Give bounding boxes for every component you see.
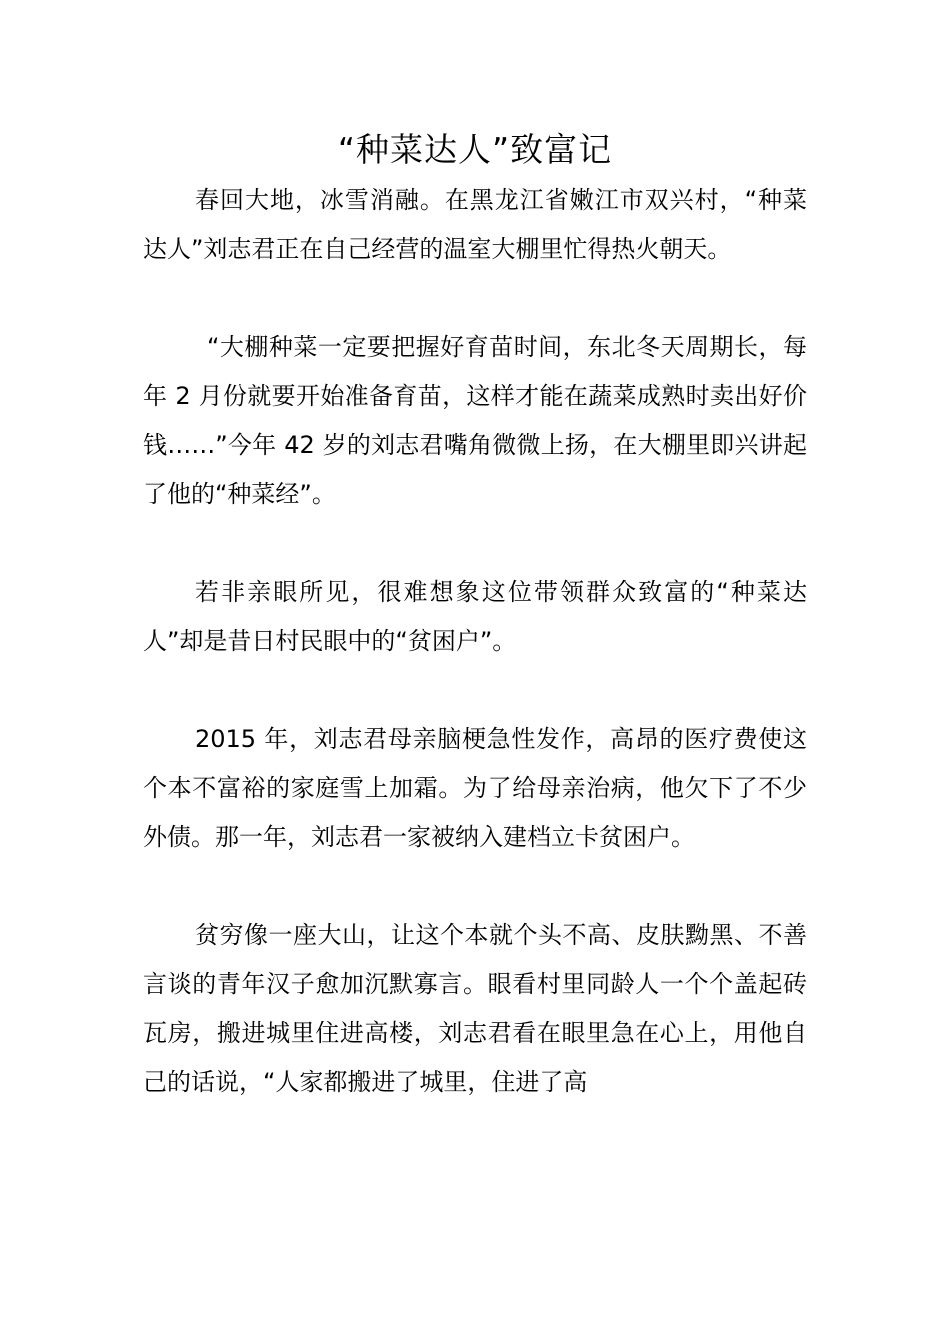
paragraph-spacer	[143, 862, 807, 911]
document-title: “种菜达人”致富记	[337, 130, 613, 169]
paragraph-2: “大棚种菜一定要把握好育苗时间，东北冬天周期长，每年 2 月份就要开始准备育苗，这样才能在蔬菜成熟时卖出好价钱……”今年 42 岁的刘志君嘴角微微上扬，在大棚里即兴讲起了他的“种菜经”。	[143, 333, 807, 508]
paragraph-4: 2015 年，刘志君母亲脑梗急性发作，高昂的医疗费使这个本不富裕的家庭雪上加霜。为了给母亲治病，他欠下了不少外债。那一年，刘志君一家被纳入建档立卡贫困户。	[143, 725, 807, 851]
paragraph-5: 贫穷像一座大山，让这个本就个头不高、皮肤黝黑、不善言谈的青年汉子愈加沉默寡言。眼看村里同龄人一个个盖起砖瓦房，搬进城里住进高楼，刘志君看在眼里急在心上，用他自己的话说，“人家都搬进了城里，住进了高	[143, 921, 807, 1096]
document-page	[143, 124, 807, 1107]
paragraph-spacer	[143, 666, 807, 715]
paragraph-3: 若非亲眼所见，很难想象这位带领群众致富的“种菜达人”却是昔日村民眼中的“贫困户”。	[143, 578, 807, 655]
paragraph-1: 春回大地，冰雪消融。在黑龙江省嫩江市双兴村，“种菜达人”刘志君正在自己经营的温室大棚里忙得热火朝天。	[143, 186, 807, 263]
paragraph-spacer	[143, 519, 807, 568]
paragraph-spacer	[143, 274, 807, 323]
